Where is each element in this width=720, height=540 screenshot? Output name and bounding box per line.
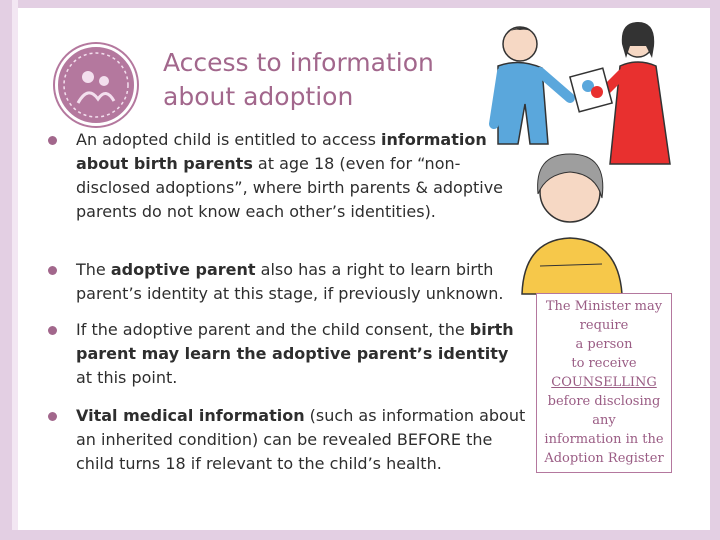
title-line-1: Access to information (163, 48, 434, 77)
bullet-item (48, 318, 528, 390)
bullet-emphasis: adoptive parent (110, 260, 256, 279)
bullet-item (48, 258, 528, 306)
frame-left (0, 0, 12, 540)
bullet-text: An adopted child is entitled to access (76, 130, 382, 149)
bullet-text: (such as information about an inherited condition) can be revealed BEFORE the child turns 18 if relevant to the child’s health. (76, 406, 526, 473)
page-title (163, 46, 434, 114)
callout-line: a person (575, 337, 633, 352)
callout-line: require (579, 318, 629, 333)
counselling-callout (536, 293, 672, 473)
callout-line: Adoption Register (544, 451, 664, 466)
callout-counselling: COUNSELLING (551, 375, 657, 390)
older-woman-figure-icon (522, 154, 622, 294)
bullet-icon (48, 266, 57, 275)
frame-right (710, 0, 720, 540)
bullet-icon (48, 412, 57, 421)
bullet-text: at this point. (76, 368, 178, 387)
title-line-2: about adoption (163, 82, 354, 111)
bullet-text: If the adoptive parent and the child consent, the (76, 320, 470, 339)
boy-figure-icon (494, 27, 570, 144)
bullet-item (48, 404, 528, 476)
bullet-text: The (76, 260, 111, 279)
frame-left-inner (12, 0, 18, 540)
bullet-text: also has a right to learn birth parent’s identity at this stage, if previously unknown. (76, 260, 504, 303)
bullet-icon (48, 326, 57, 335)
bullet-emphasis: birth parent may learn the adoptive parent’s identity (76, 320, 514, 363)
callout-line: information in the (544, 432, 664, 447)
bullet-emphasis: information about birth parents (76, 130, 487, 173)
photo-icon (570, 68, 612, 112)
bullet-icon (48, 136, 57, 145)
callout-line: before disclosing (547, 394, 661, 409)
bullet-item (48, 128, 528, 224)
frame-bottom (0, 530, 720, 540)
callout-line: to receive (571, 356, 637, 371)
frame-top (0, 0, 720, 8)
bullet-text: at age 18 (even for “non-disclosed adoptions”, where birth parents & adoptive parents do not know each other’s identities). (76, 154, 504, 221)
people-illustration (470, 14, 685, 304)
logo-emblem (55, 44, 137, 126)
bullet-emphasis: Vital medical information (76, 406, 305, 425)
callout-line: any (592, 413, 616, 428)
callout-line: The Minister may (545, 299, 663, 314)
family-emblem-icon (58, 47, 134, 123)
